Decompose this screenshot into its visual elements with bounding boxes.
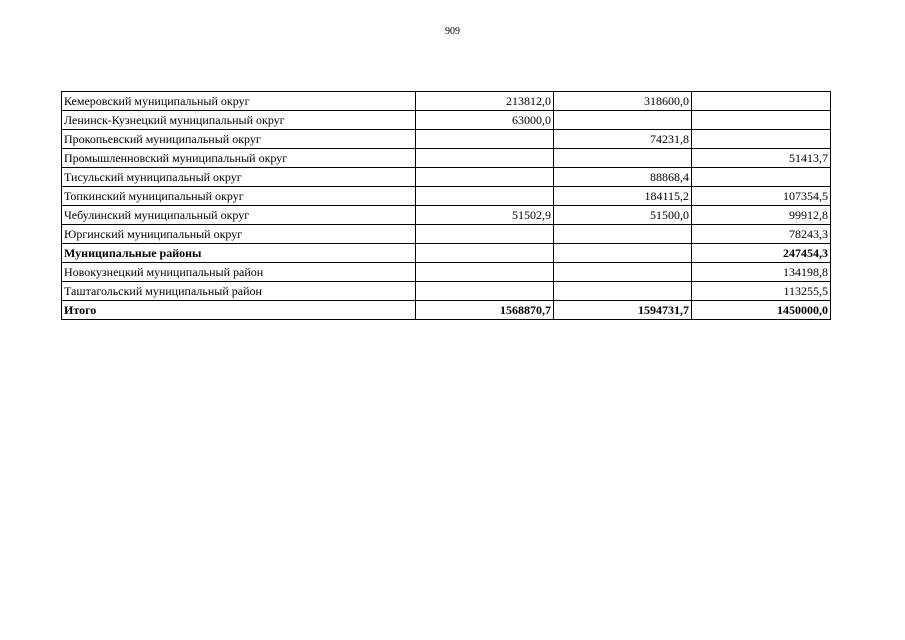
value-cell-2: 74231,8 [554, 130, 692, 149]
value-cell-3: 247454,3 [692, 244, 831, 263]
municipality-name-cell: Промышленновский муниципальный округ [62, 149, 416, 168]
table-row [62, 187, 831, 206]
municipality-name-cell: Юргинский муниципальный округ [62, 225, 416, 244]
value-cell-3 [692, 130, 831, 149]
value-cell-3: 134198,8 [692, 263, 831, 282]
table-row [62, 130, 831, 149]
table-row [62, 301, 831, 320]
page-number: 909 [445, 26, 460, 37]
value-cell-2: 318600,0 [554, 92, 692, 111]
municipality-name-cell: Новокузнецкий муниципальный район [62, 263, 416, 282]
value-cell-2: 51500,0 [554, 206, 692, 225]
value-cell-3: 1450000,0 [692, 301, 831, 320]
municipality-name-cell: Прокопьевский муниципальный округ [62, 130, 416, 149]
table-row [62, 206, 831, 225]
value-cell-3: 107354,5 [692, 187, 831, 206]
value-cell-3 [692, 92, 831, 111]
value-cell-1 [416, 130, 554, 149]
table-row [62, 111, 831, 130]
value-cell-2 [554, 244, 692, 263]
value-cell-2: 184115,2 [554, 187, 692, 206]
table-row [62, 149, 831, 168]
value-cell-1 [416, 282, 554, 301]
value-cell-2: 88868,4 [554, 168, 692, 187]
value-cell-2 [554, 225, 692, 244]
value-cell-1 [416, 187, 554, 206]
table-row [62, 244, 831, 263]
value-cell-1 [416, 149, 554, 168]
value-cell-2 [554, 111, 692, 130]
table-body [62, 92, 831, 320]
value-cell-2: 1594731,7 [554, 301, 692, 320]
value-cell-1 [416, 168, 554, 187]
value-cell-3 [692, 168, 831, 187]
value-cell-3: 78243,3 [692, 225, 831, 244]
value-cell-2 [554, 149, 692, 168]
value-cell-1: 213812,0 [416, 92, 554, 111]
value-cell-2 [554, 263, 692, 282]
value-cell-1 [416, 263, 554, 282]
value-cell-1 [416, 244, 554, 263]
value-cell-3: 99912,8 [692, 206, 831, 225]
value-cell-1: 51502,9 [416, 206, 554, 225]
value-cell-3 [692, 111, 831, 130]
table-row [62, 282, 831, 301]
municipality-name-cell: Тисульский муниципальный округ [62, 168, 416, 187]
municipality-name-cell: Таштагольский муниципальный район [62, 282, 416, 301]
municipality-name-cell: Ленинск-Кузнецкий муниципальный округ [62, 111, 416, 130]
value-cell-3: 113255,5 [692, 282, 831, 301]
budget-table [61, 91, 831, 320]
municipality-name-cell: Муниципальные районы [62, 244, 416, 263]
value-cell-2 [554, 282, 692, 301]
municipality-name-cell: Топкинский муниципальный округ [62, 187, 416, 206]
table-row [62, 263, 831, 282]
value-cell-1 [416, 225, 554, 244]
value-cell-1: 1568870,7 [416, 301, 554, 320]
municipality-name-cell: Чебулинский муниципальный округ [62, 206, 416, 225]
municipality-name-cell: Итого [62, 301, 416, 320]
table-row [62, 168, 831, 187]
municipality-name-cell: Кемеровский муниципальный округ [62, 92, 416, 111]
table-row [62, 92, 831, 111]
table-row [62, 225, 831, 244]
value-cell-3: 51413,7 [692, 149, 831, 168]
value-cell-1: 63000,0 [416, 111, 554, 130]
